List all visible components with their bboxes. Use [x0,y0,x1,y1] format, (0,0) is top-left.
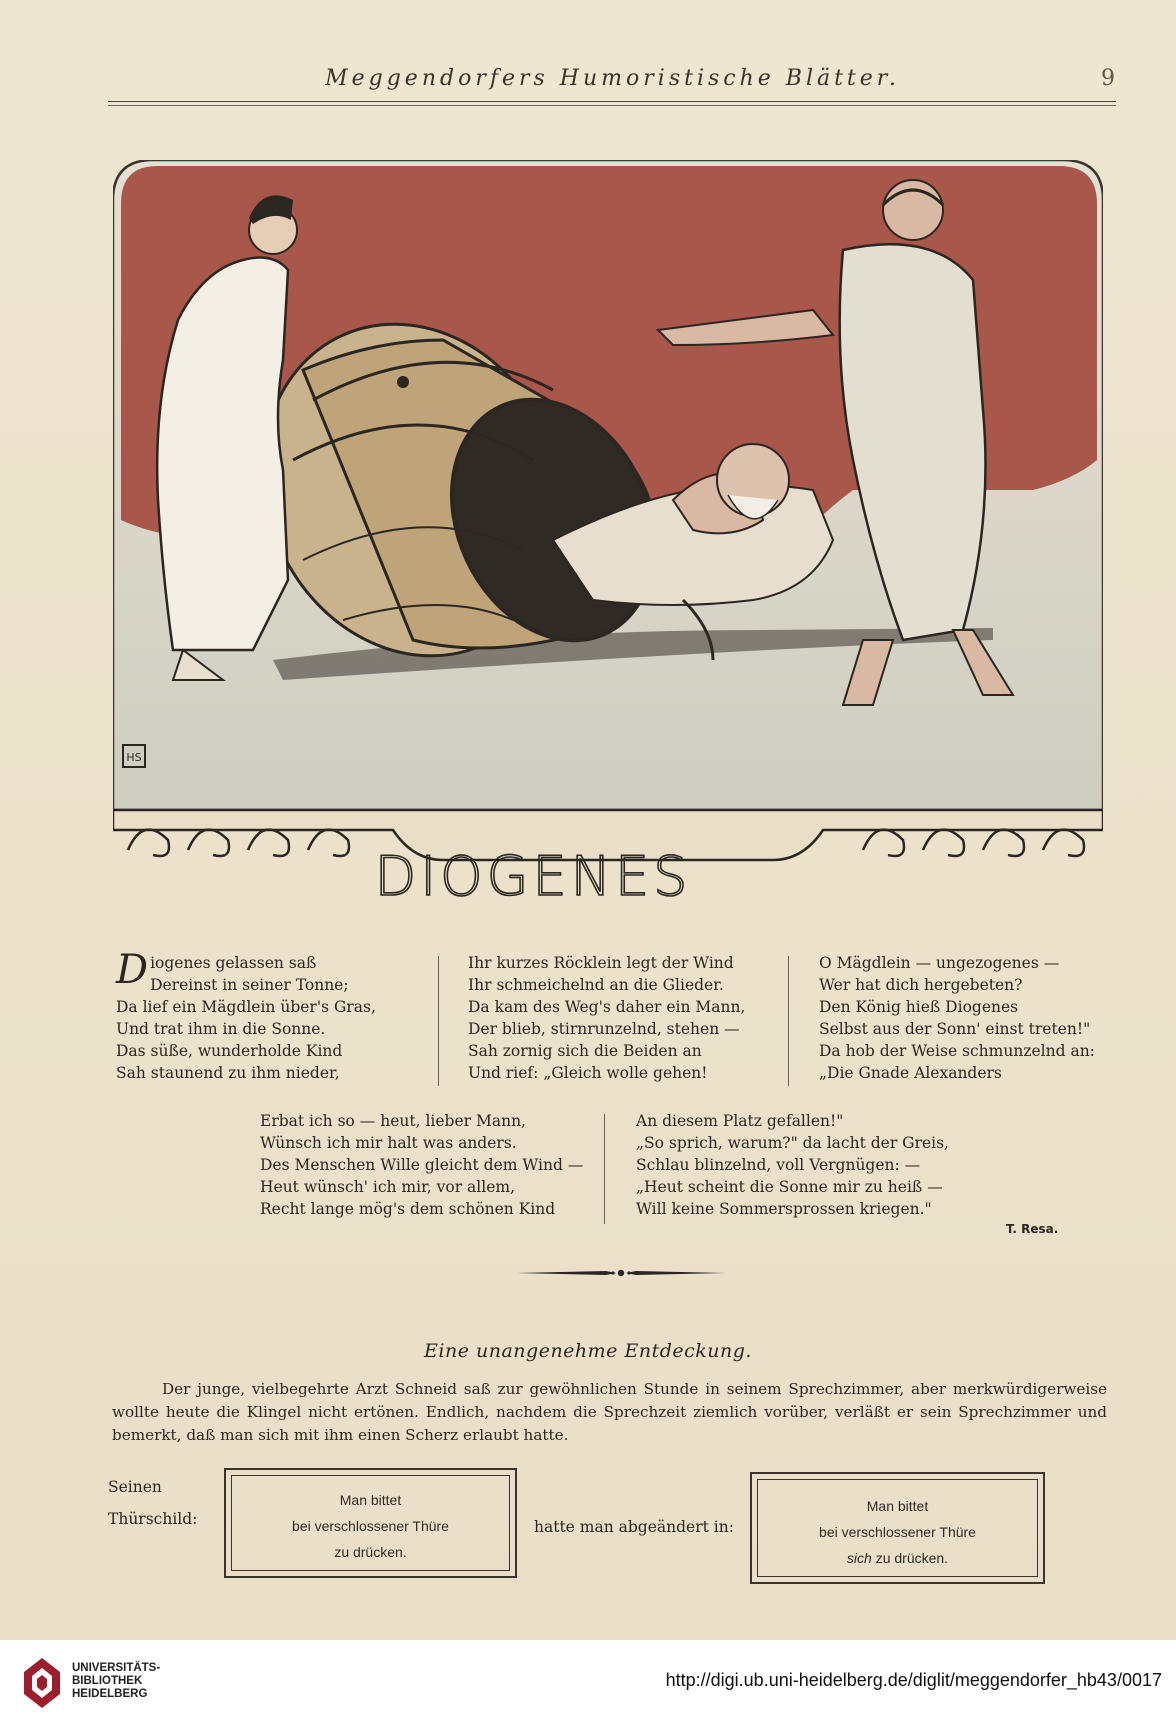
library-name-line: BIBLIOTHEK [72,1675,143,1687]
university-library-logo-icon [18,1654,66,1712]
source-url-link[interactable]: http://digi.ub.uni-heidelberg.de/diglit/meggendorfer_hb43/0017 [665,1670,1162,1690]
poem-line: Heut wünsch' ich mir, vor allem, [260,1178,516,1196]
poem-line: Schlau blinzelnd, voll Vergnügen: — [636,1156,921,1174]
header-rule [108,101,1116,102]
door-sign-original [224,1468,517,1578]
poem-line: O Mägdlein — ungezogenes — [819,954,1060,972]
poem-line: Wünsch ich mir halt was anders. [260,1134,517,1152]
drop-cap: D [116,947,149,993]
door-sign-changed [750,1472,1045,1584]
illustration-title: DIOGENES [374,845,692,908]
poem-column-divider [604,1114,605,1224]
poem-column-divider [788,956,789,1086]
article-body [112,1378,1107,1447]
header-rule-secondary [108,105,1116,106]
poem-line: Sah staunend zu ihm nieder, [116,1064,340,1082]
poem-column-1 [116,947,416,1084]
library-name [72,1662,160,1701]
diogenes-illustration [113,160,1103,925]
poem-line: Selbst aus der Sonn' einst treten!" [819,1020,1091,1038]
poem-line: Den König hieß Diogenes [819,998,1019,1016]
sign-middle-text: hatte man abgeändert in: [534,1518,734,1536]
poem-line: Ihr schmeichelnd an die Glieder. [468,976,724,994]
poem-line: Da lief ein Mägdlein über's Gras, [116,998,376,1016]
footer-bar [0,1640,1176,1725]
poem-line: Und rief: „Gleich wolle gehen! [468,1064,708,1082]
sign-label-line1: Seinen [108,1478,162,1496]
poem-bottom [260,1110,1060,1250]
article-title: Eine unangenehme Entdeckung. [424,1340,752,1362]
page-number: 9 [1101,66,1115,91]
poem-line: „Heut scheint die Sonne mir zu heiß — [636,1178,943,1196]
poem-line: Will keine Sommersprossen kriegen." [636,1200,932,1218]
poem-line: „So sprich, warum?" da lacht der Greis, [636,1134,949,1152]
sign-line: bei verschlossener Thüre [292,1518,449,1534]
poem-line: Des Menschen Wille gleicht dem Wind — [260,1156,584,1174]
poem-line: Sah zornig sich die Beiden an [468,1042,702,1060]
library-name-line: HEIDELBERG [72,1688,148,1700]
poem-line: Dereinst in seiner Tonne; [150,976,349,994]
poem-column-3 [819,952,1109,1084]
sign-line: bei verschlossener Thüre [819,1524,976,1540]
poem-line: Und trat ihm in die Sonne. [116,1020,326,1038]
divider-ornament [516,1266,726,1280]
poem-line: „Die Gnade Alexanders [819,1064,1002,1082]
poem-line: Recht lange mög's dem schönen Kind [260,1200,556,1218]
poem-column-divider [438,956,439,1086]
wave-scrolls-right [863,830,1084,856]
poem-line: Erbat ich so — heut, lieber Mann, [260,1112,526,1130]
library-name-line: UNIVERSITÄTS- [72,1662,161,1674]
poem-line: Da hob der Weise schmunzelnd an: [819,1042,1095,1060]
poem-column-2 [468,952,768,1084]
poem-line: An diesem Platz gefallen!" [636,1112,844,1130]
sign-italic-word: sich [846,1550,872,1566]
artist-monogram: HS [126,751,142,764]
poem-line: Da kam des Weg's daher ein Mann, [468,998,746,1016]
poem-top [116,947,1108,1092]
sign-line: Man bittet [339,1492,402,1508]
poem-author: T. Resa. [1006,1222,1059,1236]
sign-label-line2: Thürschild: [108,1510,198,1528]
sign-line: Man bittet [866,1498,929,1514]
sign-tail: zu drücken. [875,1550,949,1566]
poem-line: Wer hat dich hergebeten? [819,976,1023,994]
sign-line-last [752,1550,1043,1566]
poem-line: Ihr kurzes Röcklein legt der Wind [468,954,734,972]
poem-column-4 [260,1110,584,1220]
poem-line: Der blieb, stirnrunzelnd, stehen — [468,1020,740,1038]
running-title: Meggendorfers Humoristische Blätter. [325,66,900,91]
poem-line: Das süße, wunderholde Kind [116,1042,343,1060]
article-paragraph: Der junge, vielbegehrte Arzt Schneid saß zur gewöhnlichen Stunde in seinem Sprechzimmer, aber merkwürdigerweise wollte heute die Klingel nicht ertönen. Endlich, nachdem die Sprechzeit ziemlich vorüber, verläßt er sein Sprechzimmer und bemerkt, daß man sich mit ihm einen Scherz erlaubt hatte. [112,1380,1107,1444]
wave-scrolls-left [128,830,349,856]
poem-column-5 [636,1110,976,1220]
poem-line: Diogenes gelassen saß [116,947,317,993]
sign-line: zu drücken. [334,1544,407,1560]
running-head [110,66,1115,96]
